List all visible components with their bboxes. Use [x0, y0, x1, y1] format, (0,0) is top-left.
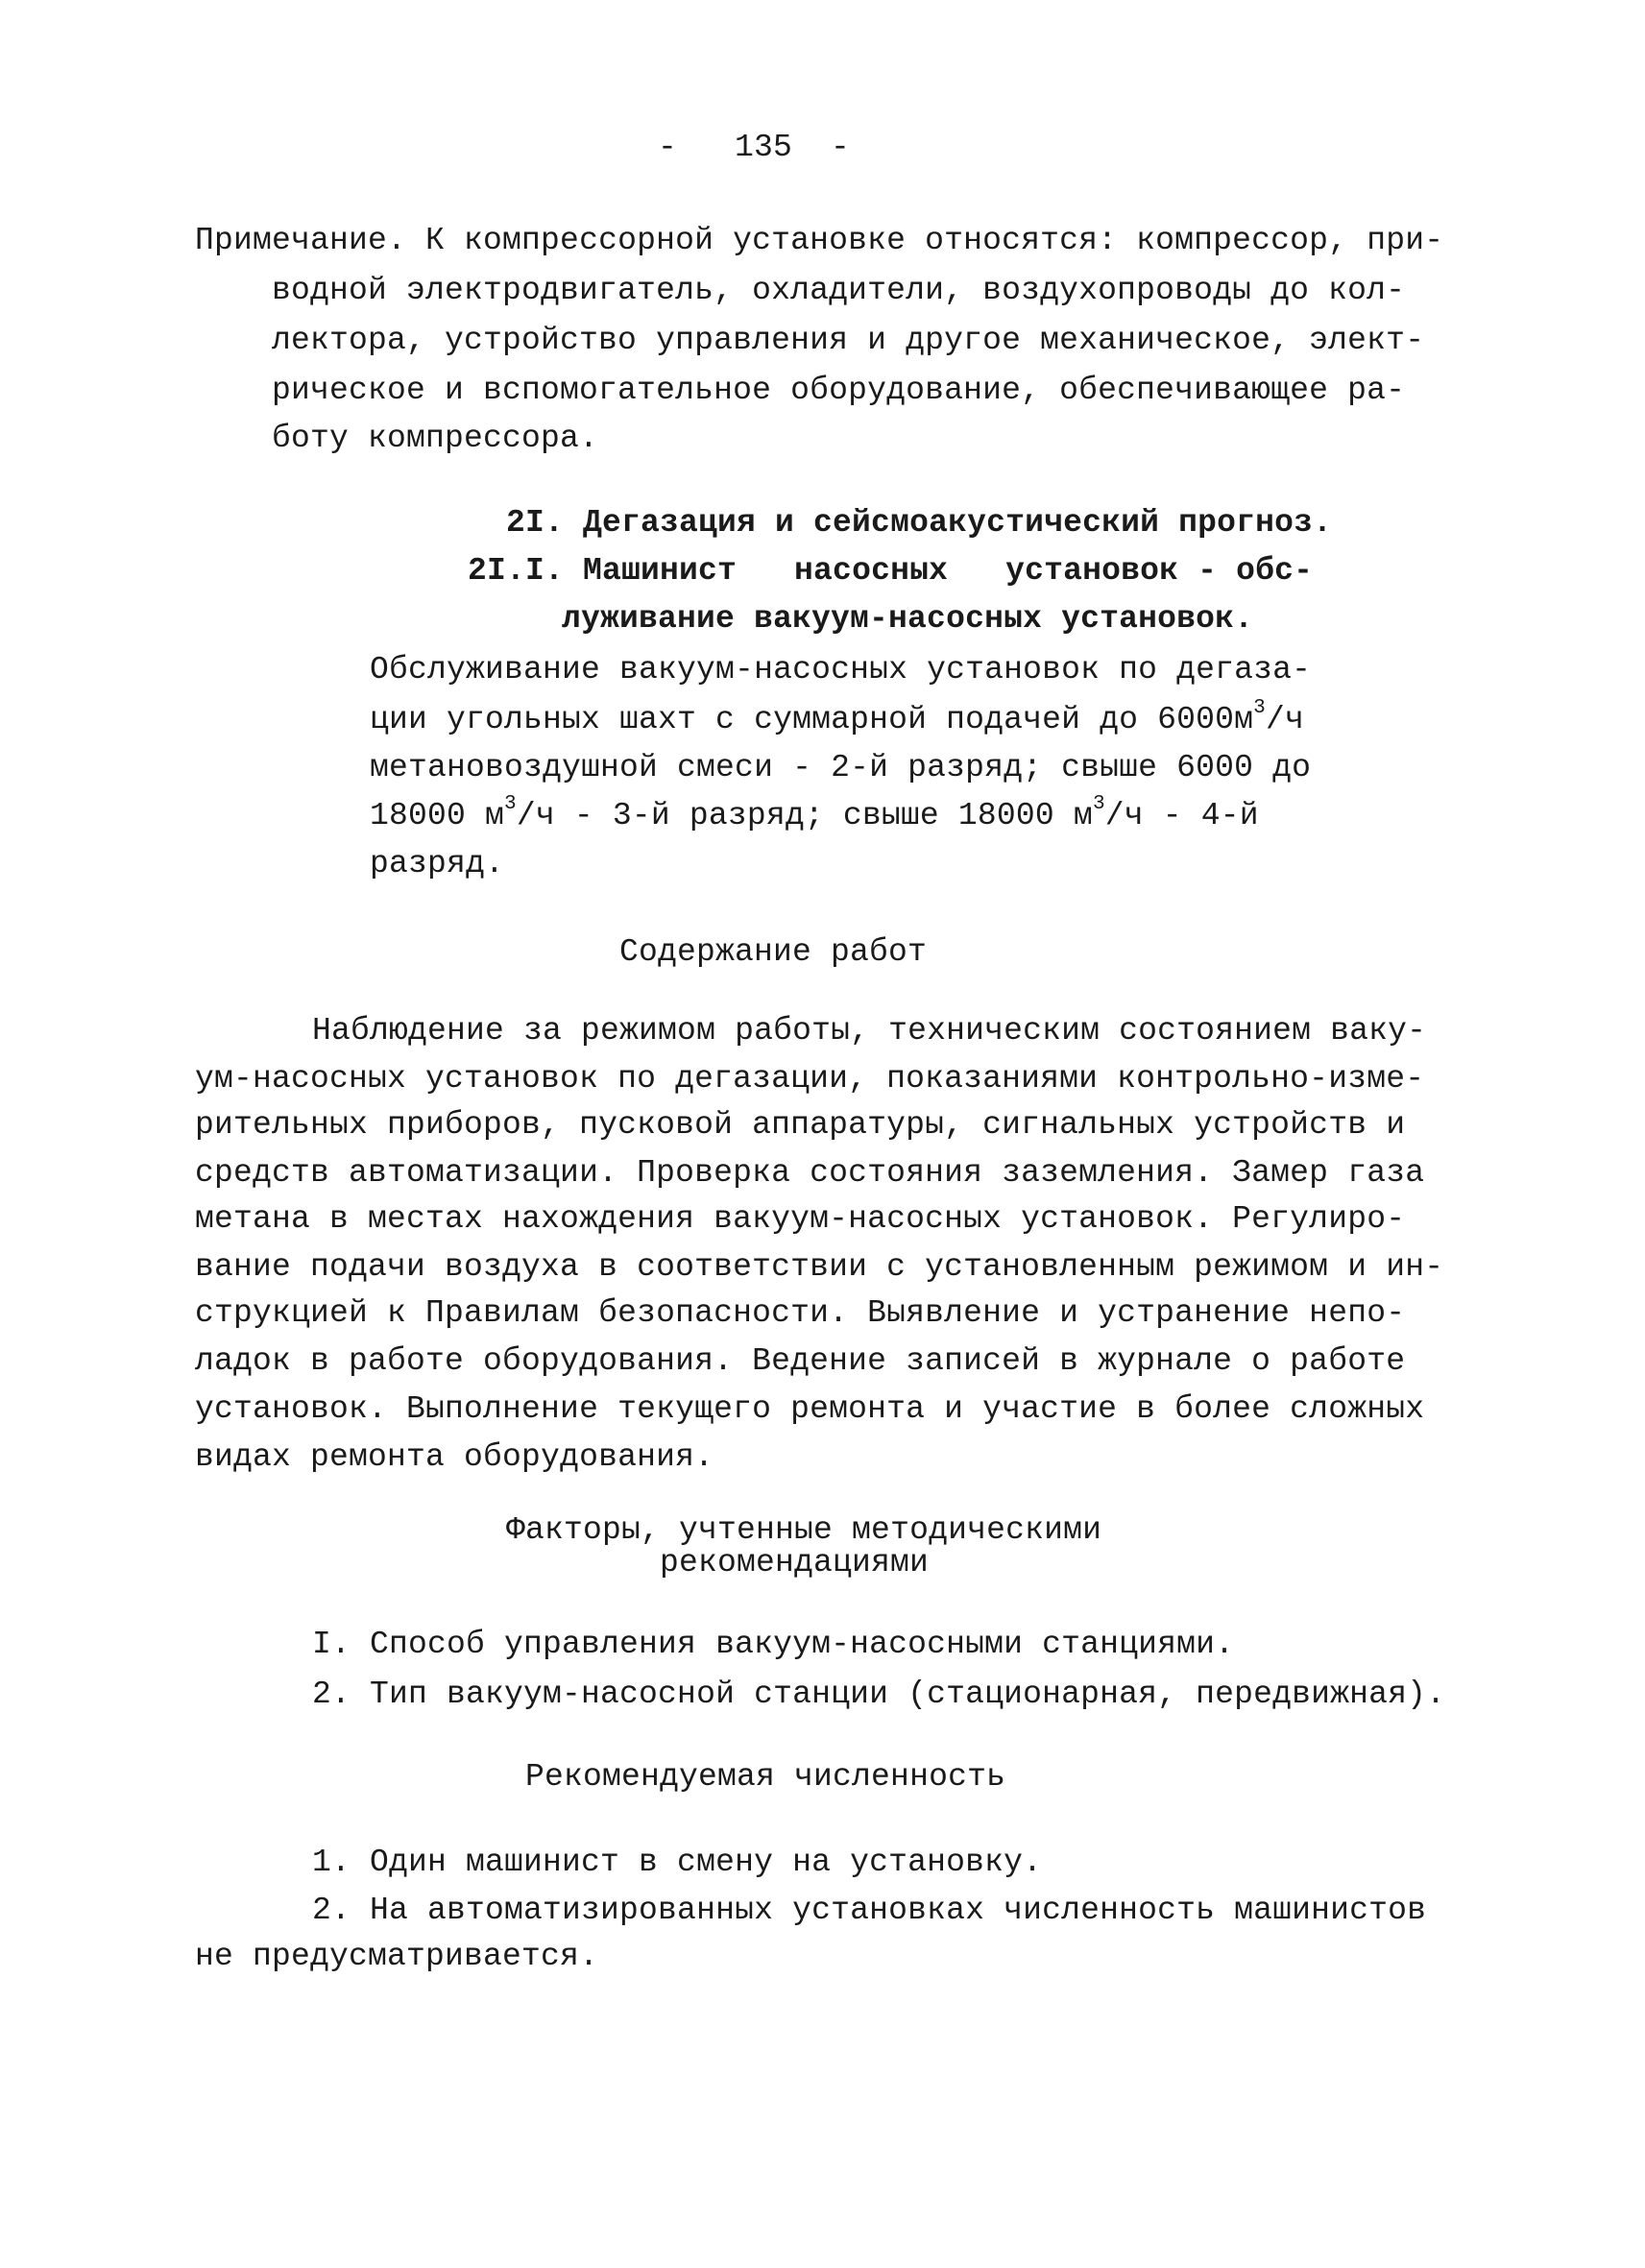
work-content-line: струкцией к Правилам безопасности. Выявление и устранение непо-	[195, 1295, 1406, 1331]
factor-item: I. Способ управления вакуум-насосными станциями.	[312, 1627, 1235, 1662]
staffing-heading: Рекомендуемая численность	[525, 1759, 1006, 1795]
note-line: лектора, устройство управления и другое механическое, элект-	[272, 323, 1425, 358]
description-line: метановоздушной смеси - 2-й разряд; свыше 6000 до	[370, 750, 1312, 785]
note-line: рическое и вспомогательное оборудование, обеспечивающее ра-	[272, 373, 1406, 408]
work-content-heading: Содержание работ	[619, 934, 928, 970]
factors-heading: Факторы, учтенные методическими	[506, 1512, 1102, 1548]
note-line: водной электродвигатель, охладители, воздухопроводы до кол-	[272, 273, 1406, 308]
staffing-item: 2. На автоматизированных установках численность машинистов	[312, 1893, 1427, 1928]
description-line: ции угольных шахт с суммарной подачей до $6000м^3/ч$	[370, 697, 1304, 737]
work-content-line: ум-насосных установок по дегазации, показаниями контрольно-изме-	[195, 1061, 1425, 1097]
factors-heading-cont: рекомендациями	[660, 1545, 930, 1580]
work-content-line: вание подачи воздуха в соответствии с установленным режимом и ин-	[195, 1249, 1444, 1285]
work-content-line: ладок в работе оборудования. Ведение записей в журнале о работе	[195, 1343, 1406, 1379]
work-content-line: метана в местах нахождения вакуум-насосных установок. Регулиро-	[195, 1201, 1406, 1237]
staffing-item: 1. Один машинист в смену на установку.	[312, 1845, 1043, 1880]
description-line: 18000 $м^3/ч - 3-й$ разряд; свыше 18000 $м^3/ч - 4-й$	[370, 793, 1259, 833]
work-content-line: установок. Выполнение текущего ремонта и участие в более сложных	[195, 1391, 1425, 1427]
description-line: Обслуживание вакуум-насосных установок по дегаза-	[370, 652, 1312, 688]
work-content-line: видах ремонта оборудования.	[195, 1439, 714, 1475]
factor-item: 2. Тип вакуум-насосной станции (стационарная, передвижная).	[312, 1677, 1446, 1712]
subsection-title: 2I.I. Машинист насосных установок - обс-	[468, 553, 1314, 589]
description-line: разряд.	[370, 846, 505, 881]
subsection-title-cont: луживание вакуум-насосных установок.	[562, 601, 1254, 637]
work-content-line: средств автоматизации. Проверка состояния заземления. Замер газа	[195, 1155, 1425, 1191]
note-line: боту компрессора.	[272, 421, 599, 456]
note-line: Примечание. К компрессорной установке относятся: компрессор, при-	[195, 223, 1444, 258]
staffing-item-cont: не предусматривается.	[195, 1939, 599, 1974]
work-content-line: Наблюдение за режимом работы, техническим состоянием ваку-	[312, 1013, 1427, 1049]
page-number: - 135 -	[658, 130, 851, 165]
work-content-line: рительных приборов, пусковой аппаратуры, сигнальных устройств и	[195, 1107, 1406, 1143]
section-title: 2I. Дегазация и сейсмоакустический прогноз.	[506, 505, 1333, 541]
